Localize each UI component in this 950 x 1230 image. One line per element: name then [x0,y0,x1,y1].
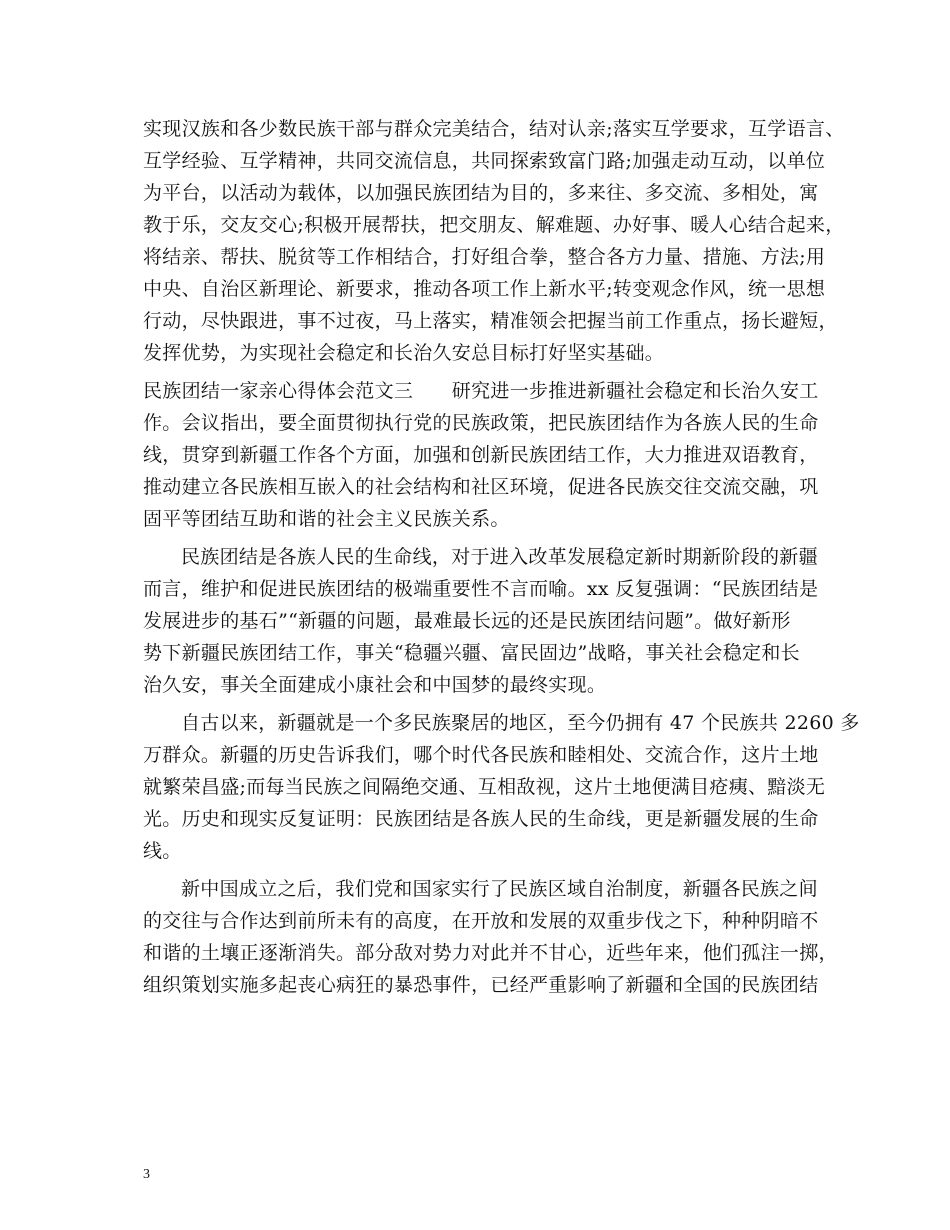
text-line: 实现汉族和各少数民族干部与群众完美结合，结对认亲;落实互学要求，互学语言、 [143,118,845,140]
text-line: 万群众。新疆的历史告诉我们，哪个时代各民族和睦相处、交流合作，这片土地 [143,744,819,766]
text-line: 治久安，事关全面建成小康社会和中国梦的最终实现。 [143,674,607,696]
text-line: 就繁荣昌盛;而每当民族之间隔绝交通、互相敌视，这片土地便满目疮痍、黯淡无 [143,776,826,798]
text-line: 光。历史和现实反复证明：民族团结是各族人民的生命线，更是新疆发展的生命 [143,808,819,830]
text-line: 发挥优势，为实现社会稳定和长治久安总目标打好坚实基础。 [143,342,665,364]
text-line: 线，贯穿到新疆工作各个方面，加强和创新民族团结工作，大力推进双语教育， [143,444,819,466]
text-line: 推动建立各民族相互嵌入的社会结构和社区环境，促进各民族交往交流交融，巩 [143,476,819,498]
text-line: 教于乐，交友交心;积极开展帮扶，把交朋友、解难题、办好事、暖人心结合起来， [143,214,845,236]
page-number: 3 [143,1167,150,1182]
text-line: 民族团结一家亲心得体会范文三 研究进一步推进新疆社会稳定和长治久安工 [143,380,819,402]
text-line: 和谐的土壤正逐渐消失。部分敌对势力对此并不甘心，近些年来，他们孤注一掷， [143,942,838,964]
text-line: 民族团结是各族人民的生命线，对于进入改革发展稳定新时期新阶段的新疆 [181,546,818,568]
text-line: 互学经验、互学精神，共同交流信息，共同探索致富门路;加强走动互动，以单位 [143,150,826,172]
text-line: 固平等团结互助和谐的社会主义民族关系。 [143,508,510,530]
text-line: 作。会议指出，要全面贯彻执行党的民族政策，把民族团结作为各族人民的生命 [143,412,819,434]
text-line: 自古以来，新疆就是一个多民族聚居的地区，至今仍拥有 47 个民族共 2260 多 [181,712,860,734]
text-line: 为平台，以活动为载体，以加强民族团结为目的，多来往、多交流、多相处，寓 [143,182,819,204]
text-line: 线。 [143,840,182,862]
text-line: 中央、自治区新理论、新要求，推动各项工作上新水平;转变观念作风，统一思想 [143,278,826,300]
text-line: 行动，尽快跟进，事不过夜，马上落实，精准领会把握当前工作重点，扬长避短， [143,310,838,332]
text-line: 组织策划实施多起丧心病狂的暴恐事件，已经严重影响了新疆和全国的民族团结 [143,974,819,996]
text-line: 的交往与合作达到前所未有的高度，在开放和发展的双重步伐之下，种种阴暗不 [143,910,819,932]
text-line: 而言，维护和促进民族团结的极端重要性不言而喻。xx 反复强调：“民族团结是 [143,578,819,600]
text-line: 将结亲、帮扶、脱贫等工作相结合，打好组合拳，整合各方力量、措施、方法;用 [143,246,826,268]
text-line: 新中国成立之后，我们党和国家实行了民族区域自治制度，新疆各民族之间 [181,878,818,900]
text-line: 发展进步的基石”“新疆的问题，最难最长远的还是民族团结问题”。做好新形 [143,610,791,632]
text-line: 势下新疆民族团结工作，事关“稳疆兴疆、富民固边”战略，事关社会稳定和长 [143,642,800,664]
